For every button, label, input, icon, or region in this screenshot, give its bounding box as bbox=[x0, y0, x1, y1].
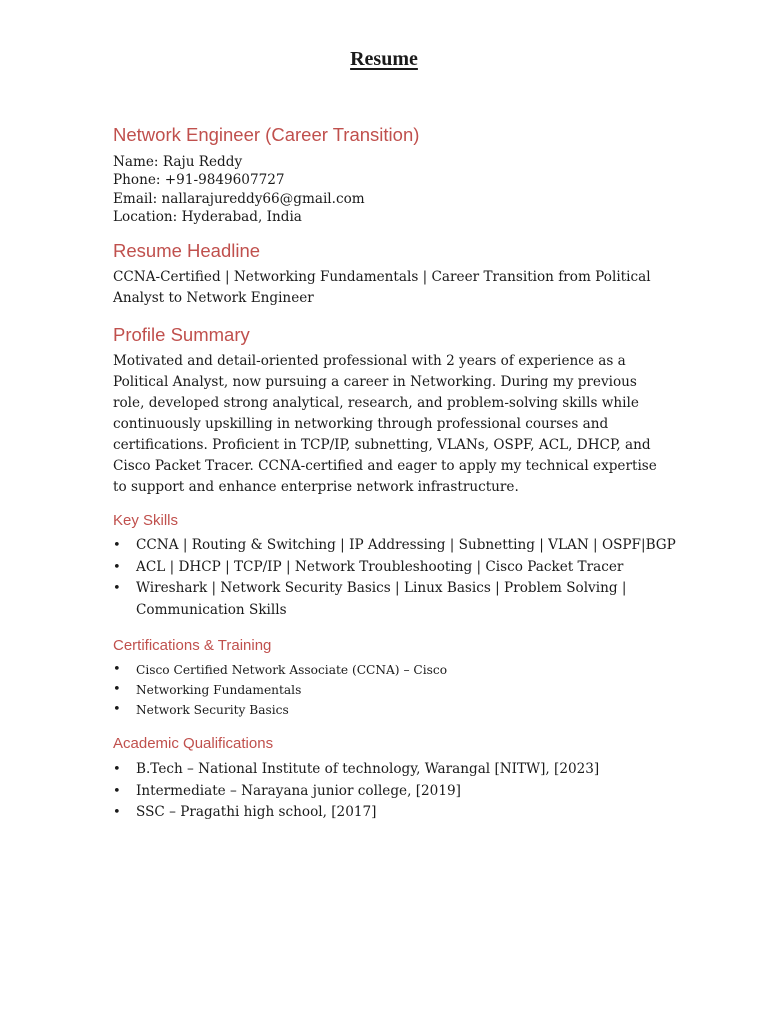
headline-line: CCNA-Certified | Networking Fundamentals | Career Transition from Political bbox=[113, 269, 651, 285]
list-item: • Wireshark | Network Security Basics | Linux Basics | Problem Solving | Communication Skills bbox=[113, 578, 633, 621]
academics-list bbox=[113, 759, 633, 824]
certifications-list bbox=[113, 660, 633, 720]
list-item: • ACL | DHCP | TCP/IP | Network Troubleshooting | Cisco Packet Tracer bbox=[113, 557, 633, 579]
headline-line: Analyst to Network Engineer bbox=[113, 290, 314, 306]
document-title: Resume bbox=[350, 48, 418, 70]
list-item: • B.Tech – National Institute of technology, Warangal [NITW], [2023] bbox=[113, 759, 633, 781]
list-item: • Network Security Basics bbox=[113, 700, 633, 720]
headline-text bbox=[113, 267, 651, 309]
skills-heading: Key Skills bbox=[113, 512, 179, 529]
contact-location: Location: Hyderabad, India bbox=[113, 209, 302, 226]
list-item: • Cisco Certified Network Associate (CCNA) – Cisco bbox=[113, 660, 633, 680]
summary-heading: Profile Summary bbox=[113, 324, 250, 345]
contact-phone: Phone: +91-9849607727 bbox=[113, 172, 285, 189]
skills-list bbox=[113, 535, 676, 621]
list-item: • CCNA | Routing & Switching | IP Addressing | Subnetting | VLAN | OSPF|BGP bbox=[113, 535, 633, 557]
headline-heading: Resume Headline bbox=[113, 240, 261, 261]
list-item: • SSC – Pragathi high school, [2017] bbox=[113, 802, 633, 824]
contact-name: Name: Raju Reddy bbox=[113, 154, 243, 170]
contact-email: Email: nallarajureddy66@gmail.com bbox=[113, 190, 365, 207]
certifications-heading: Certifications & Training bbox=[113, 637, 272, 654]
list-item: • Intermediate – Narayana junior college, [2019] bbox=[113, 781, 633, 803]
contact-block bbox=[113, 153, 365, 227]
summary-text: Motivated and detail-oriented professional with 2 years of experience as a Political Analyst, now pursuing a career in Networking. During my previous role, developed strong analytical, research, and problem-solving skills while continuously upskilling in networking through professional courses and certifications. Proficient in TCP/IP, subnetting, VLANs, OSPF, ACL, DHCP, and Cisco Packet Tracer. CCNA-certified and eager to apply my technical expertise to support and enhance enterprise network infrastructure. bbox=[113, 353, 657, 495]
academics-heading: Academic Qualifications bbox=[113, 735, 274, 752]
list-item: • Networking Fundamentals bbox=[113, 680, 633, 700]
role-title: Network Engineer (Career Transition) bbox=[113, 124, 420, 145]
